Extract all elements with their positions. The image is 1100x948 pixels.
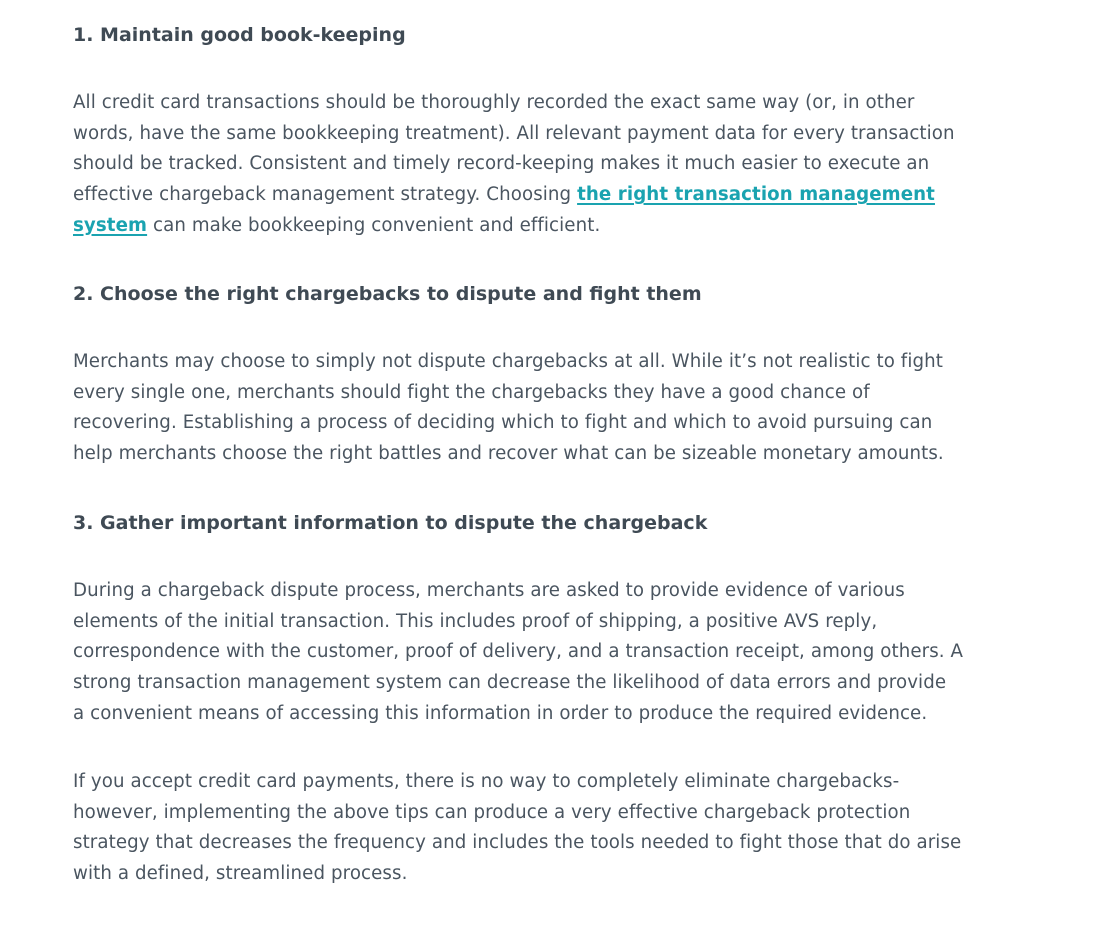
text-segment: effective chargeback management strategy. Choosing	[73, 184, 578, 206]
text-line: strategy that decreases the frequency and includes the tools needed to fight those that do arise	[73, 832, 962, 854]
text-line: strong transaction management system can decrease the likelihood of data errors and provide	[73, 672, 947, 694]
text-line: recovering. Establishing a process of deciding which to fight and which to avoid pursuing can	[73, 412, 933, 434]
text-line: During a chargeback dispute process, merchants are asked to provide evidence of various	[73, 580, 905, 601]
text-line: should be tracked. Consistent and timely record-keeping makes it much easier to execute an	[73, 153, 930, 175]
transaction-management-link-continued[interactable]: system	[73, 214, 148, 236]
text-segment: can make bookkeeping convenient and efficient.	[147, 214, 601, 236]
text-line: a convenient means of accessing this information in order to produce the required evidence.	[73, 702, 928, 724]
transaction-management-link[interactable]: the right transaction management	[577, 184, 935, 206]
text-line	[73, 211, 988, 242]
paragraph-bookkeeping	[73, 88, 988, 242]
section-heading-choose-chargebacks: 2. Choose the right chargebacks to dispute and fight them	[73, 283, 702, 305]
paragraph-gather-information	[73, 576, 988, 730]
text-line: correspondence with the customer, proof of delivery, and a transaction receipt, among others. A	[73, 641, 964, 663]
text-line: with a defined, streamlined process.	[73, 863, 408, 885]
text-line: words, have the same bookkeeping treatment). All relevant payment data for every transaction	[73, 122, 955, 144]
text-line: If you accept credit card payments, there is no way to completely eliminate chargebacks-	[73, 771, 900, 792]
paragraph-choose-chargebacks	[73, 347, 988, 470]
text-line	[73, 180, 988, 211]
text-line: elements of the initial transaction. This includes proof of shipping, a positive AVS reply,	[73, 610, 878, 632]
text-line: every single one, merchants should fight the chargebacks they have a good chance of	[73, 381, 870, 403]
paragraph-conclusion	[73, 767, 988, 890]
text-line: however, implementing the above tips can produce a very effective chargeback protection	[73, 801, 911, 823]
section-heading-bookkeeping: 1. Maintain good book-keeping	[73, 24, 406, 46]
text-line: Merchants may choose to simply not dispute chargebacks at all. While it’s not realistic to fight	[73, 351, 943, 372]
text-line: help merchants choose the right battles and recover what can be sizeable monetary amounts.	[73, 443, 944, 465]
section-heading-gather-information: 3. Gather important information to dispute the chargeback	[73, 512, 708, 534]
text-line: All credit card transactions should be thoroughly recorded the exact same way (or, in other	[73, 92, 915, 113]
